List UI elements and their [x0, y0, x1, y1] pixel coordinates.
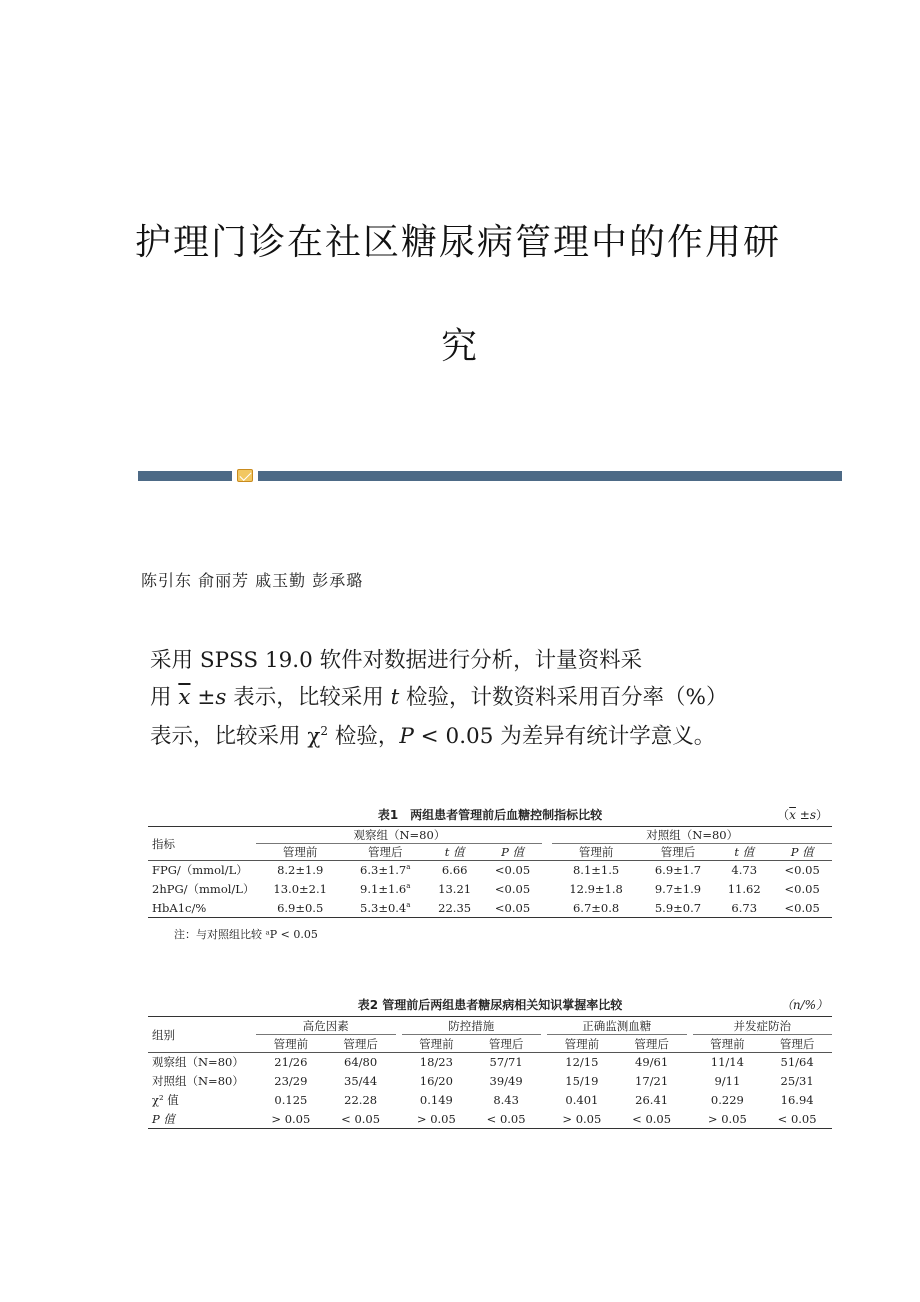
- table-header: 高危因素: [256, 1017, 396, 1035]
- table-cell-value: 6.3±1.7: [360, 863, 407, 878]
- table-cell: 6.66: [441, 863, 468, 878]
- table-cell: <0.05: [494, 882, 531, 896]
- table-cell: <0.05: [784, 882, 820, 896]
- table-cell: 22.35: [438, 900, 472, 915]
- table-cell: 5.9±0.7: [654, 900, 702, 915]
- table-header: t 值: [444, 845, 465, 859]
- table-cell: 13.0±2.1: [273, 882, 327, 896]
- chi-sup: 2: [320, 723, 329, 738]
- sup-mark: a: [406, 882, 411, 891]
- table-cell: 35/44: [344, 1074, 378, 1088]
- divider-bar-left: [138, 471, 232, 481]
- table-header: 管理后: [779, 1036, 815, 1051]
- table-cell: 18/23: [419, 1055, 453, 1070]
- table-cell: 64/80: [344, 1055, 378, 1070]
- table-cell: 0.125: [274, 1093, 308, 1107]
- table-cell: 16.94: [780, 1093, 814, 1107]
- table-row: [148, 1053, 832, 1072]
- paragraph-line-1: 采用 SPSS 19.0 软件对数据进行分析，计量资料采: [150, 648, 643, 673]
- document-title-line-2: 究: [440, 326, 479, 367]
- table-1-caption: 表1 两组患者管理前后血糖控制指标比较: [377, 808, 603, 822]
- table-cell-value: 9.1±1.6: [360, 882, 407, 896]
- table-row: [148, 899, 832, 918]
- table-1-grid: [148, 826, 832, 918]
- table-header: 管理前: [578, 845, 614, 859]
- table-1-unit: $(\overline{x} \pm s)$: [777, 808, 828, 822]
- table-cell: > 0.05: [707, 1111, 747, 1126]
- table-cell: < 0.05: [777, 1111, 817, 1126]
- table-1-note: 注：与对照组比较 ᵃP < 0.05: [174, 928, 318, 941]
- table-cell: 6.7±0.8: [572, 900, 620, 915]
- table-cell: 13.21: [438, 882, 472, 896]
- mean-symbol: $\overline{x}$: [178, 685, 191, 710]
- table-cell: 8.2±1.9: [277, 863, 324, 878]
- table-cell: 22.28: [344, 1093, 378, 1107]
- table-header: P 值: [790, 845, 814, 859]
- table-header: 对照组（N=80）: [552, 827, 832, 844]
- table-cell: 11/14: [710, 1055, 744, 1070]
- envelope-icon: [237, 469, 253, 482]
- table-cell: 6.73: [731, 900, 758, 915]
- table-cell: > 0.05: [562, 1111, 602, 1126]
- table-cell: P 值: [152, 1111, 175, 1126]
- table-header: 管理前: [564, 1036, 600, 1051]
- sup-mark: a: [406, 863, 411, 872]
- table-cell: < 0.05: [486, 1111, 526, 1126]
- table-header: 管理后: [634, 1036, 669, 1051]
- table-2-unit: （n/%）: [780, 998, 828, 1012]
- table-cell: 15/19: [565, 1074, 599, 1088]
- paragraph-text: < 0.05 为差异有统计学意义。: [413, 724, 716, 749]
- table-cell: > 0.05: [271, 1111, 311, 1126]
- table-header: 并发症防治: [693, 1017, 833, 1035]
- t-symbol: t: [390, 685, 400, 710]
- table-2-caption-row: [148, 996, 832, 1016]
- table-header: 防控措施: [402, 1017, 542, 1035]
- table-cell: 23/29: [274, 1074, 308, 1088]
- p-symbol: P: [399, 724, 414, 749]
- table-cell: 8.43: [493, 1093, 519, 1107]
- table-2-grid: [148, 1016, 832, 1129]
- table-1: [148, 806, 832, 942]
- table-1-caption-row: [148, 806, 832, 826]
- table-cell: 57/71: [489, 1055, 523, 1070]
- table-cell: HbA1c/%: [152, 900, 207, 915]
- divider-bar-right: [258, 471, 842, 481]
- table-header: 管理前: [419, 1036, 454, 1051]
- table-2-caption: 表2 管理前后两组患者糖尿病相关知识掌握率比较: [357, 998, 623, 1012]
- table-cell: 25/31: [780, 1074, 814, 1088]
- table-row: [148, 880, 832, 899]
- table-cell: 4.73: [731, 863, 758, 878]
- table-cell: 9.7±1.9: [654, 882, 702, 896]
- table-cell: 9/11: [714, 1074, 741, 1088]
- table-cell: 0.229: [710, 1093, 744, 1107]
- paragraph-text: ±: [190, 685, 216, 710]
- table-cell: 21/26: [274, 1055, 308, 1070]
- table-header: 指标: [148, 827, 256, 861]
- table-header: 管理后: [343, 1036, 378, 1051]
- table-cell: 8.1±1.5: [572, 863, 620, 878]
- table-header: 管理后: [488, 1036, 524, 1051]
- table-header: 观察组（N=80）: [256, 827, 542, 844]
- title-divider: [138, 471, 842, 481]
- mean-symbol: $\overline{x}$: [789, 808, 796, 822]
- table-row: [148, 861, 832, 880]
- table-cell: 16/20: [419, 1074, 453, 1088]
- table-2: [148, 996, 832, 1129]
- table-row: [148, 1072, 832, 1091]
- table-cell: 49/61: [635, 1055, 669, 1070]
- table-cell: < 0.05: [341, 1111, 381, 1126]
- table-header: t 值: [734, 845, 755, 859]
- table-cell: 2hPG/（mmol/L）: [152, 882, 255, 896]
- table-cell: [344, 861, 427, 880]
- table-cell: 39/49: [489, 1074, 523, 1088]
- sup-mark: a: [406, 900, 411, 909]
- table-cell: 6.9±0.5: [277, 900, 324, 915]
- paragraph-text: 用: [150, 685, 179, 710]
- table-cell: [344, 880, 427, 899]
- paragraph-line-2: [150, 680, 770, 711]
- sd-symbol: s: [215, 685, 227, 710]
- table-cell: > 0.05: [416, 1111, 456, 1126]
- table-cell: 12/15: [565, 1055, 599, 1070]
- table-header: 管理前: [282, 845, 318, 859]
- table-cell: 26.41: [635, 1093, 669, 1107]
- table-cell: 对照组（N=80）: [152, 1074, 244, 1088]
- table-cell: <0.05: [494, 863, 531, 878]
- table-cell: < 0.05: [632, 1111, 672, 1126]
- table-cell: [344, 899, 427, 918]
- document-title-line-1: 护理门诊在社区糖尿病管理中的作用研: [134, 222, 781, 263]
- table-1-unit-rest: ±s: [795, 808, 816, 822]
- paragraph-line-3: [150, 719, 770, 750]
- table-header: 管理前: [273, 1036, 309, 1051]
- paragraph-text: 检验，: [328, 724, 400, 749]
- table-header: P 值: [501, 845, 524, 859]
- paragraph-text: 表示，比较采用 χ: [150, 724, 321, 749]
- table-cell: 51/64: [780, 1055, 814, 1070]
- table-cell: 12.9±1.8: [569, 882, 623, 896]
- table-cell-value: 5.3±0.4: [360, 900, 407, 915]
- table-cell: 6.9±1.7: [654, 863, 702, 878]
- table-header: 管理前: [710, 1036, 745, 1051]
- table-cell: <0.05: [494, 900, 531, 915]
- table-cell: 17/21: [635, 1074, 669, 1088]
- authors: 陈引东 俞丽芳 戚玉勤 彭承璐: [141, 571, 364, 590]
- paragraph-text: 检验，计数资料采用百分率（%）: [399, 685, 728, 710]
- table-cell: <0.05: [784, 900, 820, 915]
- table-header: 组别: [148, 1017, 256, 1053]
- table-row: [148, 1110, 832, 1129]
- table-row: [148, 1091, 832, 1110]
- table-cell: <0.05: [784, 863, 820, 878]
- table-cell: 0.149: [419, 1093, 453, 1107]
- table-header: 管理后: [367, 845, 403, 859]
- table-cell: 观察组（N=80）: [152, 1055, 244, 1070]
- paragraph-text: 表示，比较采用: [226, 685, 391, 710]
- table-cell: χ² 值: [152, 1093, 179, 1107]
- table-cell: 0.401: [565, 1093, 599, 1107]
- table-header: 正确监测血糖: [547, 1017, 687, 1035]
- table-cell: FPG/（mmol/L）: [152, 863, 248, 878]
- table-header: 管理后: [660, 845, 696, 859]
- table-cell: 11.62: [727, 882, 761, 896]
